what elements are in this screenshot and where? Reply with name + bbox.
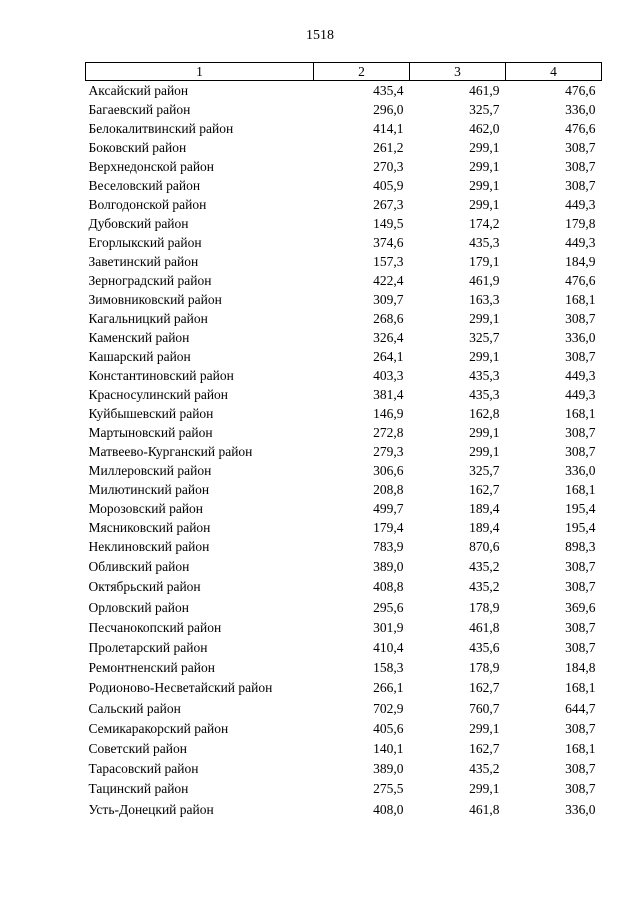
value-cell-col-3: 435,6 [469,640,500,656]
table-row [86,328,602,347]
value-cell-col-3: 189,4 [469,520,500,535]
value-cell-col-3: 325,7 [469,330,500,345]
value-cell-col-3: 461,9 [469,83,500,98]
table-body [86,81,602,820]
value-cell-col-3: 178,9 [469,599,500,615]
district-name-cell: Зимовниковский район [88,292,222,307]
value-cell-col-4: 898,3 [565,539,596,554]
value-cell-col-4: 476,6 [565,121,596,136]
value-cell-col-4: 195,4 [565,501,596,516]
district-name-cell: Волгодонской район [88,197,207,212]
value-cell-col-3: 435,3 [469,235,500,250]
value-cell-col-3: 435,2 [469,579,500,595]
value-cell-col-3: 461,8 [469,801,500,817]
value-cell-col-2: 279,3 [373,444,404,459]
table-row [86,598,602,618]
table-row [86,759,602,779]
value-cell-col-2: 179,4 [373,520,404,535]
value-cell-col-3: 179,1 [469,254,500,269]
district-name-cell: Милютинский район [88,482,210,497]
table-row [86,81,602,101]
value-cell-col-3: 162,7 [469,680,500,696]
value-cell-col-2: 208,8 [373,482,404,497]
table-row [86,480,602,499]
value-cell-col-4: 168,1 [565,292,596,307]
table-row [86,423,602,442]
value-cell-col-3: 299,1 [469,349,500,364]
table-header-row [86,63,602,81]
value-cell-col-4: 195,4 [565,520,596,535]
value-cell-col-4: 336,0 [565,463,596,478]
table-row [86,442,602,461]
table-row [86,678,602,698]
value-cell-col-2: 702,9 [373,700,404,716]
district-name-cell: Заветинский район [88,254,199,269]
value-cell-col-4: 308,7 [565,349,596,364]
district-name-cell: Мясниковский район [88,520,211,535]
value-cell-col-4: 308,7 [565,159,596,174]
value-cell-col-4: 476,6 [565,273,596,288]
value-cell-col-2: 306,6 [373,463,404,478]
value-cell-col-3: 189,4 [469,501,500,516]
table-row [86,658,602,678]
district-name-cell: Багаевский район [88,102,191,117]
district-name-cell: Зерноградский район [88,273,212,288]
district-name-cell: Родионово-Несветайский район [88,680,273,696]
value-cell-col-3: 299,1 [469,720,500,736]
value-cell-col-4: 168,1 [565,406,596,421]
table-row [86,119,602,138]
district-name-cell: Ремонтненский район [88,660,215,676]
value-cell-col-3: 299,1 [469,159,500,174]
district-name-cell: Дубовский район [88,216,189,231]
district-name-cell: Усть-Донецкий район [88,801,214,817]
value-cell-col-4: 336,0 [565,330,596,345]
district-name-cell: Аксайский район [88,83,189,98]
header-col-1: 1 [86,63,314,81]
value-cell-col-3: 435,2 [469,559,500,575]
district-name-cell: Неклиновский район [88,539,210,554]
table-row [86,618,602,638]
table-row [86,252,602,271]
value-cell-col-4: 308,7 [565,640,596,656]
value-cell-col-4: 476,6 [565,83,596,98]
value-cell-col-4: 449,3 [565,387,596,402]
value-cell-col-4: 168,1 [565,741,596,757]
value-cell-col-3: 435,3 [469,368,500,383]
value-cell-col-2: 264,1 [373,349,404,364]
table-row [86,719,602,739]
value-cell-col-3: 461,8 [469,619,500,635]
district-name-cell: Красносулинский район [88,387,229,402]
table-row [86,271,602,290]
value-cell-col-4: 308,7 [565,178,596,193]
value-cell-col-3: 299,1 [469,781,500,797]
district-name-cell: Сальский район [88,700,181,716]
district-name-cell: Куйбышевский район [88,406,214,421]
district-name-cell: Песчанокопский район [88,619,222,635]
header-col-3: 3 [410,63,506,81]
value-cell-col-3: 162,7 [469,482,500,497]
district-name-cell: Миллеровский район [88,463,212,478]
value-cell-col-2: 301,9 [373,619,404,635]
value-cell-col-2: 374,6 [373,235,404,250]
value-cell-col-4: 308,7 [565,559,596,575]
value-cell-col-3: 760,7 [469,700,500,716]
table-row [86,461,602,480]
value-cell-col-2: 261,2 [373,140,404,155]
value-cell-col-4: 308,7 [565,579,596,595]
table-row [86,699,602,719]
value-cell-col-2: 267,3 [373,197,404,212]
value-cell-col-2: 146,9 [373,406,404,421]
district-name-cell: Мартыновский район [88,425,213,440]
value-cell-col-4: 308,7 [565,619,596,635]
value-cell-col-2: 405,6 [373,720,404,736]
value-cell-col-2: 158,3 [373,660,404,676]
table-row [86,499,602,518]
value-cell-col-4: 449,3 [565,197,596,212]
value-cell-col-4: 308,7 [565,761,596,777]
district-name-cell: Боковский район [88,140,187,155]
value-cell-col-4: 336,0 [565,801,596,817]
table-row [86,739,602,759]
district-name-cell: Тацинский район [88,781,189,797]
table-row [86,233,602,252]
value-cell-col-3: 299,1 [469,425,500,440]
value-cell-col-3: 178,9 [469,660,500,676]
table-row [86,385,602,404]
value-cell-col-2: 410,4 [373,640,404,656]
value-cell-col-3: 870,6 [469,539,500,554]
value-cell-col-3: 435,3 [469,387,500,402]
value-cell-col-4: 308,7 [565,444,596,459]
value-cell-col-2: 149,5 [373,216,404,231]
district-name-cell: Морозовский район [88,501,204,516]
header-col-4: 4 [506,63,602,81]
value-cell-col-3: 299,1 [469,311,500,326]
district-name-cell: Обливский район [88,559,190,575]
value-cell-col-2: 405,9 [373,178,404,193]
value-cell-col-2: 408,8 [373,579,404,595]
value-cell-col-3: 299,1 [469,140,500,155]
header-col-2: 2 [314,63,410,81]
table-row [86,800,602,820]
table-row [86,518,602,537]
district-name-cell: Кагальницкий район [88,311,208,326]
value-cell-col-3: 174,2 [469,216,500,231]
value-cell-col-4: 369,6 [565,599,596,615]
district-name-cell: Егорлыкский район [88,235,202,250]
value-cell-col-4: 308,7 [565,140,596,155]
value-cell-col-2: 435,4 [373,83,404,98]
district-name-cell: Кашарский район [88,349,191,364]
table-row [86,138,602,157]
value-cell-col-3: 461,9 [469,273,500,288]
value-cell-col-3: 299,1 [469,178,500,193]
value-cell-col-4: 449,3 [565,235,596,250]
value-cell-col-4: 308,7 [565,781,596,797]
value-cell-col-2: 326,4 [373,330,404,345]
value-cell-col-3: 462,0 [469,121,500,136]
value-cell-col-3: 325,7 [469,102,500,117]
value-cell-col-2: 268,6 [373,311,404,326]
page-number: 1518 [306,28,334,43]
value-cell-col-3: 435,2 [469,761,500,777]
value-cell-col-3: 162,7 [469,741,500,757]
value-cell-col-2: 157,3 [373,254,404,269]
value-cell-col-3: 299,1 [469,197,500,212]
value-cell-col-2: 266,1 [373,680,404,696]
value-cell-col-2: 381,4 [373,387,404,402]
value-cell-col-2: 389,0 [373,559,404,575]
value-cell-col-2: 414,1 [373,121,404,136]
district-name-cell: Орловский район [88,599,189,615]
value-cell-col-4: 184,8 [565,660,596,676]
district-name-cell: Константиновский район [88,368,234,383]
table-row [86,214,602,233]
value-cell-col-2: 272,8 [373,425,404,440]
value-cell-col-4: 168,1 [565,680,596,696]
table-row [86,157,602,176]
table-row [86,577,602,597]
value-cell-col-4: 449,3 [565,368,596,383]
value-cell-col-2: 295,6 [373,599,404,615]
value-cell-col-2: 309,7 [373,292,404,307]
value-cell-col-2: 275,5 [373,781,404,797]
table-row [86,309,602,328]
value-cell-col-4: 179,8 [565,216,596,231]
value-cell-col-3: 163,3 [469,292,500,307]
value-cell-col-2: 403,3 [373,368,404,383]
value-cell-col-4: 184,9 [565,254,596,269]
table-row [86,404,602,423]
value-cell-col-4: 644,7 [565,700,596,716]
table-row [86,100,602,119]
district-name-cell: Пролетарский район [88,640,208,656]
table-row [86,290,602,309]
value-cell-col-4: 308,7 [565,425,596,440]
table-row [86,537,602,557]
table-row [86,366,602,385]
value-cell-col-2: 422,4 [373,273,404,288]
district-name-cell: Верхнедонской район [88,159,215,174]
value-cell-col-2: 408,0 [373,801,404,817]
value-cell-col-2: 296,0 [373,102,404,117]
value-cell-col-4: 168,1 [565,482,596,497]
value-cell-col-4: 308,7 [565,720,596,736]
district-name-cell: Октябрьский район [88,579,201,595]
table-row [86,176,602,195]
district-name-cell: Каменский район [88,330,190,345]
district-name-cell: Веселовский район [88,178,201,193]
district-name-cell: Тарасовский район [88,761,199,777]
district-name-cell: Белокалитвинский район [88,121,234,136]
value-cell-col-2: 270,3 [373,159,404,174]
table-row [86,347,602,366]
value-cell-col-3: 299,1 [469,444,500,459]
district-name-cell: Семикаракорский район [88,720,229,736]
table-row [86,195,602,214]
district-name-cell: Матвеево-Курганский район [88,444,253,459]
value-cell-col-2: 140,1 [373,741,404,757]
value-cell-col-4: 336,0 [565,102,596,117]
district-table [85,62,602,820]
table-row [86,638,602,658]
value-cell-col-2: 783,9 [373,539,404,554]
table-row [86,779,602,799]
district-name-cell: Советский район [88,741,187,757]
value-cell-col-2: 389,0 [373,761,404,777]
value-cell-col-3: 162,8 [469,406,500,421]
value-cell-col-2: 499,7 [373,501,404,516]
value-cell-col-3: 325,7 [469,463,500,478]
value-cell-col-4: 308,7 [565,311,596,326]
table-row [86,557,602,577]
